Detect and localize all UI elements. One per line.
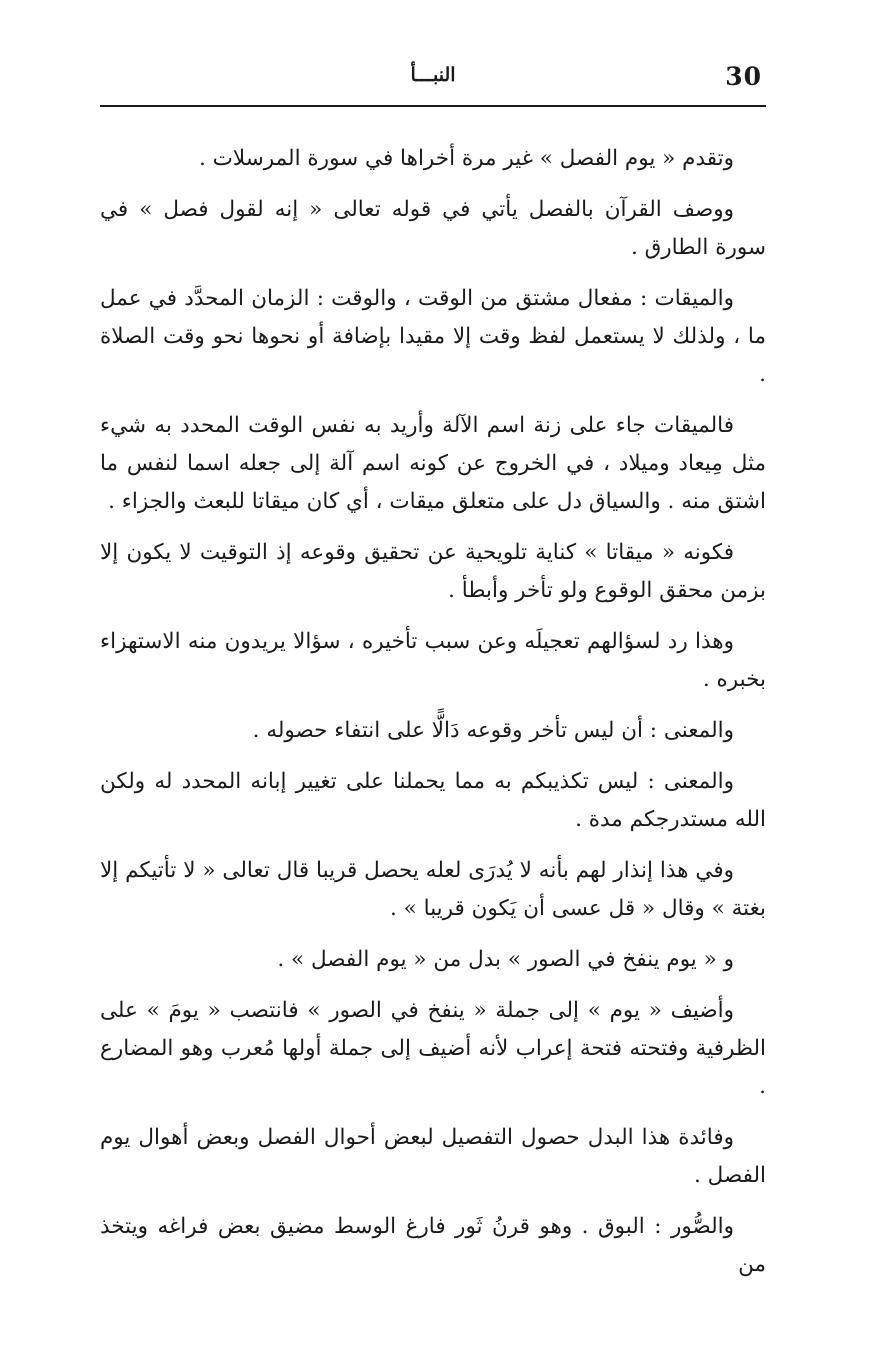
paragraph: والمعنى : ليس تكذيبكم به مما يحملنا على تغيير إبانه المحدد له ولكن الله مستدرجكم مدة . bbox=[100, 769, 766, 832]
paragraph: والميقات : مفعال مشتق من الوقت ، والوقت : الزمان المحدَّد في عمل ما ، ولذلك لا يستعمل لفظ وقت إلا مقيدا بإضافة أو نحوها نحو وقت الصلاة . bbox=[100, 286, 766, 387]
paragraph: وفائدة هذا البدل حصول التفصيل لبعض أحوال الفصل وبعض أهوال يوم الفصل . bbox=[100, 1125, 766, 1188]
body-text bbox=[100, 140, 766, 1297]
page-header bbox=[100, 62, 766, 106]
page-number: 30 bbox=[725, 62, 762, 91]
header-divider bbox=[100, 105, 766, 107]
paragraph: وتقدم « يوم الفصل » غير مرة أخراها في سورة المرسلات . bbox=[199, 146, 734, 171]
paragraph: وفي هذا إنذار لهم بأنه لا يُدرَى لعله يحصل قريبا قال تعالى « لا تأتيكم إلا بغتة » وقال « قل عسى أن يَكون قريبا » . bbox=[100, 858, 766, 921]
paragraph: فكونه « ميقاتا » كناية تلويحية عن تحقيق وقوعه إذ التوقيت لا يكون إلا بزمن محقق الوقوع ولو تأخر وأبطأ . bbox=[100, 540, 766, 603]
paragraph: ووصف القرآن بالفصل يأتي في قوله تعالى « إنه لقول فصل » في سورة الطارق . bbox=[100, 197, 766, 260]
paragraph: فالميقات جاء على زنة اسم الآلة وأريد به نفس الوقت المحدد به شيء مثل مِيعاد وميلاد ، في الخروج عن كونه اسم آلة إلى جعله اسما لنفس ما اشتق منه . والسياق دل على متعلق ميقات ، أي كان ميقاتا للبعث والجزاء . bbox=[100, 413, 766, 514]
paragraph: و « يوم ينفخ في الصور » بدل من « يوم الفصل » . bbox=[277, 947, 734, 972]
paragraph: والصُّور : البوق . وهو قرنُ ثَور فارغ الوسط مضيق بعض فراغه ويتخذ من bbox=[100, 1214, 766, 1277]
paragraph: والمعنى : أن ليس تأخر وقوعه دَالًّا على انتفاء حصوله . bbox=[252, 718, 734, 743]
paragraph: وهذا رد لسؤالهم تعجيلَه وعن سبب تأخيره ، سؤالا يريدون منه الاستهزاء بخبره . bbox=[100, 629, 766, 692]
running-title: النبـــأ bbox=[410, 64, 456, 86]
paragraph: وأضيف « يوم » إلى جملة « ينفخ في الصور » فانتصب « يومَ » على الظرفية وفتحته فتحة إعراب لأنه أضيف إلى جملة أولها مُعرب وهو المضارع . bbox=[100, 998, 766, 1099]
